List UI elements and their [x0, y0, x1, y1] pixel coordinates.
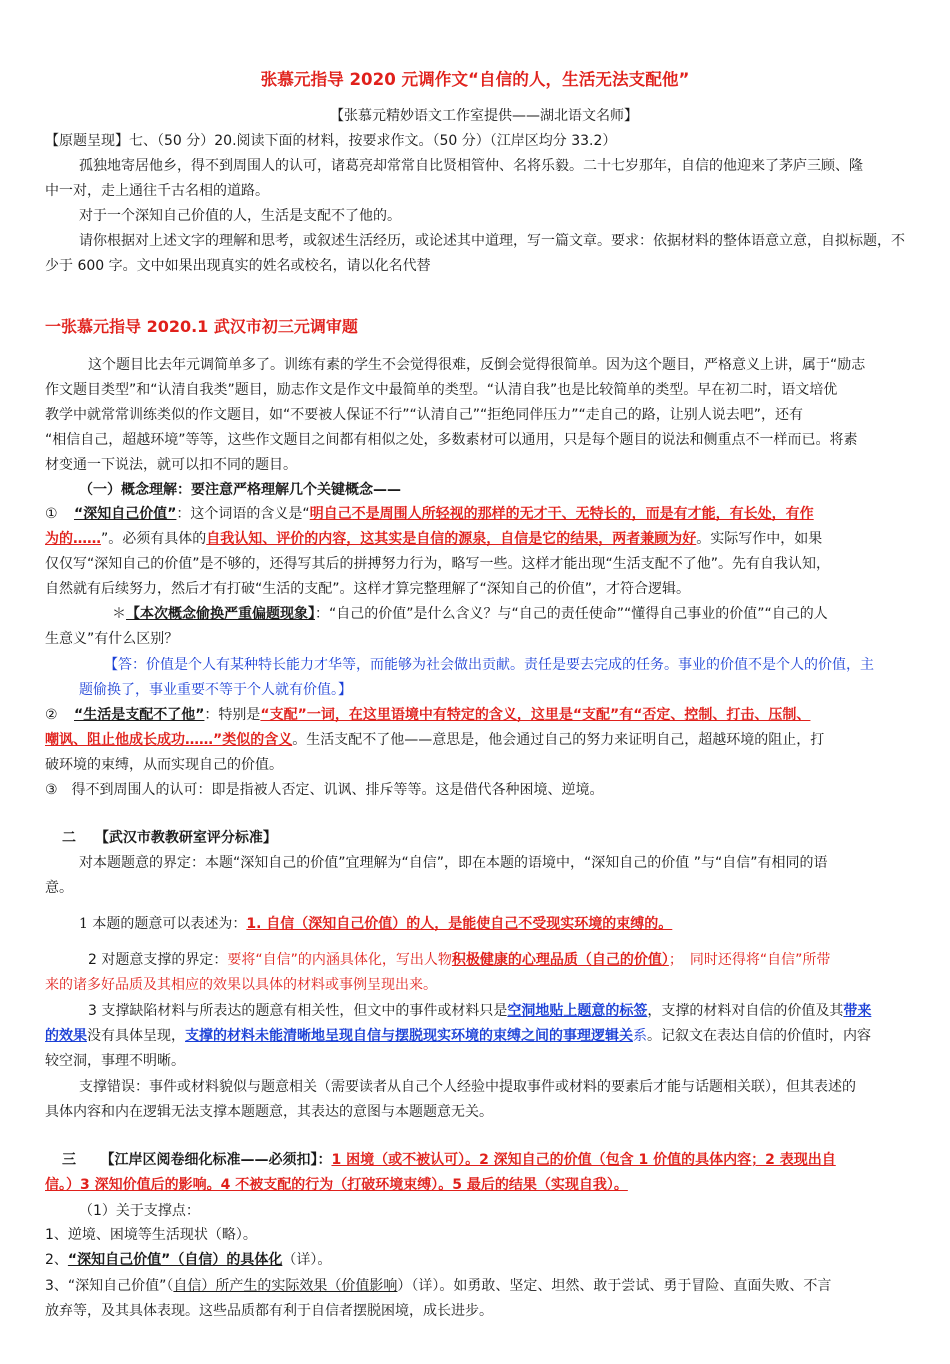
- rule-3-line-1: [88, 1002, 871, 1020]
- rule-2-label: 2 对题意支撑的界定：: [88, 952, 228, 968]
- concept-1-highlight-1: 明自己不是周围人所轻视的那样的无才干、无特长的，而是有才能，有长处，有作: [309, 506, 814, 522]
- rule-3-highlight-3: 的效果: [45, 1028, 87, 1044]
- original-line-1: 【原题呈现】七、（50 分）20.阅读下面的材料，按要求作文。（50 分）（江岸区均分 33.2）: [45, 133, 617, 149]
- concept-1-line-2: [45, 530, 822, 548]
- concept-1-highlight-2: 为的……: [45, 531, 101, 547]
- rule-4-line-1: 支撑错误：事件或材料貌似与题意相关（需要读者从自己个人经验中提取事件或材料的要素后才能与话题相关联），但其表述的: [79, 1079, 856, 1095]
- rule-3-highlight-2: 带来: [843, 1003, 872, 1019]
- section1-para-line-3: 教学中就常常训练类似的作文题目，如“不要被人保证不行”“认清自己”“拒绝同伴压力”“走自己的路，让别人说去吧”，还有: [45, 407, 804, 423]
- rule-3-text-b: ，支撑的材料对自信的价值及其: [647, 1003, 844, 1019]
- rule-2-highlight-3: ； 同时还得将“自信”所带: [668, 952, 831, 968]
- original-line-6: 少于 600 字。文中如果出现真实的姓名或校名，请以化名代替: [45, 258, 431, 274]
- warning-star-icon: ＊: [112, 606, 126, 622]
- section2-number: 二: [62, 830, 76, 846]
- rule-3-line-2: [45, 1027, 871, 1045]
- section3-highlight-1: 1 困境（或不被认可）。2 深知自己的价值（包含 1 价值的具体内容；2 表现出自: [331, 1152, 836, 1168]
- concept-2-highlight-2: 嘲讽、阻止他成长成功……”类似的含义: [45, 732, 293, 748]
- concept-1-line-4: 自然就有后续努力，然后才有打破“生活的支配”。这样才算完整理解了“深知自己的价值”，才符合逻辑。: [45, 581, 691, 597]
- rule-2-highlight-2: 积极健康的心理品质（自己的价值）: [451, 952, 669, 968]
- concept-2-text-b: 。生活支配不了他——意思是，他会通过自己的努力来证明自己，超越环境的阻止，打: [292, 732, 825, 748]
- rule-4-line-2: 具体内容和内在逻辑无法支撑本题题意，其表达的意图与本题题意无关。: [45, 1104, 493, 1120]
- section1-heading: 一张慕元指导 2020.1 武汉市初三元调审题: [45, 317, 358, 336]
- concept-1-highlight-3: 自我认知、评价的内容，这其实是自信的源泉，自信是它的结果，两者兼顾为好: [206, 531, 697, 547]
- support-item-3-line-1: [45, 1277, 831, 1295]
- concept-2-number: ②: [45, 707, 58, 723]
- concept-1-term: “深知自己价值”: [74, 506, 177, 522]
- section3-heading-line-2: 信。）3 深知价值后的影响。4 不被支配的行为（打破环境束缚）。5 最后的结果（实现自我）。: [45, 1177, 628, 1193]
- section1-para-line-5: 材变通一下说法，就可以扣不同的题目。: [45, 457, 297, 473]
- concept-1-text-a: ：这个词语的含义是“: [176, 506, 310, 522]
- section3-heading-line-1: [62, 1151, 836, 1169]
- section1-para-line-2: 作文题目类型”和“认清自我类”题目，励志作文是作文中最简单的类型。“认清自我”也是比较简单的类型。早在初二时，语文培优: [45, 382, 838, 398]
- support-item-3-term: 自信）所产生的实际效果（价值影响: [173, 1278, 398, 1294]
- concept-3-line: ③ 得不到周围人的认可：即是指被人否定、讥讽、排斥等等。这是借代各种困境、逆境。: [45, 782, 604, 798]
- warning-line-1: [112, 605, 828, 623]
- answer-line-2: 题偷换了，事业重要不等于个人就有价值。】: [79, 682, 352, 698]
- original-line-4: 对于一个深知自己价值的人，生活是支配不了他的。: [79, 208, 401, 224]
- original-line-5: 请你根据对上述文字的理解和思考，或叙述生活经历，或论述其中道理，写一篇文章。要求：依据材料的整体语意立意，自拟标题，不: [79, 233, 905, 249]
- rule-1-label: 1 本题的题意可以表述为：: [79, 916, 247, 932]
- rule-3-highlight-1: 空洞地贴上题意的标签: [507, 1003, 648, 1019]
- concept-1-line-3: 仅仅写“深知自己的价值”是不够的，还得写其后的拼搏努力行为，略写一些。这样才能出现“生活支配不了他”。先有自我认知，: [45, 556, 831, 572]
- support-item-2-tail: （详）。: [282, 1252, 332, 1268]
- rule-3-highlight-4: 支撑的材料未能清晰地呈现自信与摆脱现实环境的束缚之间的事理逻辑关: [185, 1028, 633, 1044]
- section2-para-line-2: 意。: [45, 880, 73, 896]
- rule-2-line-1: [88, 951, 830, 969]
- provider-note: 【张慕元精妙语文工作室提供——湖北语文名师】: [330, 108, 638, 124]
- support-item-1: 1、逆境、困境等生活现状（略）。: [45, 1227, 257, 1243]
- support-item-2: [45, 1251, 331, 1269]
- section1-para-line-4: “相信自己，超越环境”等等，这些作文题目之间都有相似之处，多数素材可以通用，只是每个题目的说法和侧重点不一样而已。将素: [45, 432, 858, 448]
- rule-2-highlight-1: 要将“自信”的内涵具体化，写出人物: [227, 952, 452, 968]
- rule-3-highlight-5: 系: [633, 1028, 647, 1044]
- rule-3-text-c: 没有具体呈现，: [87, 1028, 185, 1044]
- concept-2-text-a: ：特别是: [204, 707, 261, 723]
- original-line-2: 孤独地寄居他乡，得不到周围人的认可，诸葛亮却常常自比贤相管仲、名将乐毅。二十七岁那年，自信的他迎来了茅庐三顾、隆: [79, 158, 863, 174]
- support-item-2-number: 2、: [45, 1252, 68, 1268]
- rule-3-text-d: 。记叙文在表达自信的价值时，内容: [647, 1028, 871, 1044]
- concept-2-line-2: [45, 731, 824, 749]
- answer-line-1: 【答：价值是个人有某种特长能力才华等，而能够为社会做出贡献。责任是要去完成的任务。事业的价值不是个人的价值，主: [104, 657, 874, 673]
- section2-para-line-1: 对本题题意的界定：本题“深知自己的价值”宜理解为“自信”，即在本题的语境中，“深知自己的价值 ”与“自信”有相同的语: [79, 855, 828, 871]
- support-item-3-text-b: ）（详）。如勇敢、坚定、坦然、敢于尝试、勇于冒险、直面失败、不言: [397, 1278, 832, 1294]
- support-item-3-text-a: 3、“深知自己价值”（: [45, 1278, 174, 1294]
- concept-2-line-3: 破环境的束缚，从而实现自己的价值。: [45, 757, 283, 773]
- rule-1-line: [79, 915, 672, 933]
- section2-heading: [62, 829, 277, 847]
- warning-line-2: 生意义”有什么区别？: [45, 631, 179, 647]
- rule-3-line-3: 较空洞，事理不明晰。: [45, 1053, 185, 1069]
- concept-1-number: ①: [45, 506, 58, 522]
- support-subheading: （1）关于支撑点：: [79, 1203, 200, 1219]
- section3-title: 【江岸区阅卷细化标准——必须扣】：: [100, 1152, 332, 1168]
- concept-heading: （一）概念理解：要注意严格理解几个关键概念——: [79, 482, 401, 498]
- section1-para-line-1: 这个题目比去年元调简单多了。训练有素的学生不会觉得很难，反倒会觉得很简单。因为这个题目，严格意义上讲，属于“励志: [88, 357, 866, 373]
- section2-title: 【武汉市教教研室评分标准】: [94, 830, 277, 846]
- concept-2-highlight-1: “支配”一词，在这里语境中有特定的含义，这里是“支配”有“否定、控制、打击、压制、: [260, 707, 811, 723]
- concept-2-term: “生活是支配不了他”: [74, 707, 205, 723]
- warning-text-a: ：“自己的价值”是什么含义？与“自己的责任使命”“懂得自己事业的价值”“自己的人: [315, 606, 828, 622]
- support-item-2-term: “深知自己价值”（自信）的具体化: [67, 1252, 283, 1268]
- concept-1-line-1: [45, 505, 814, 523]
- rule-1-highlight: 1. 自信（深知自己价值）的人，是能使自己不受现实环境的束缚的。: [246, 916, 673, 932]
- concept-1-text-c: 。实际写作中，如果: [696, 531, 823, 547]
- original-line-3: 中一对，走上通往千古名相的道路。: [45, 183, 269, 199]
- warning-label: 【本次概念偷换严重偏题现象】: [126, 606, 315, 622]
- concept-1-text-b: ”。必须有具体的: [101, 531, 207, 547]
- page-title: 张慕元指导 2020 元调作文“自信的人，生活无法支配他”: [260, 70, 690, 89]
- rule-2-line-2: 来的诸多好品质及其相应的效果以具体的材料或事例呈现出来。: [45, 977, 437, 993]
- support-item-3-line-2: 放弃等，及其具体表现。这些品质都有利于自信者摆脱困境，成长进步。: [45, 1303, 493, 1319]
- concept-2-line-1: [45, 706, 810, 724]
- rule-3-text-a: 3 支撑缺陷材料与所表达的题意有相关性，但文中的事件或材料只是: [88, 1003, 508, 1019]
- section3-number: 三: [62, 1152, 76, 1168]
